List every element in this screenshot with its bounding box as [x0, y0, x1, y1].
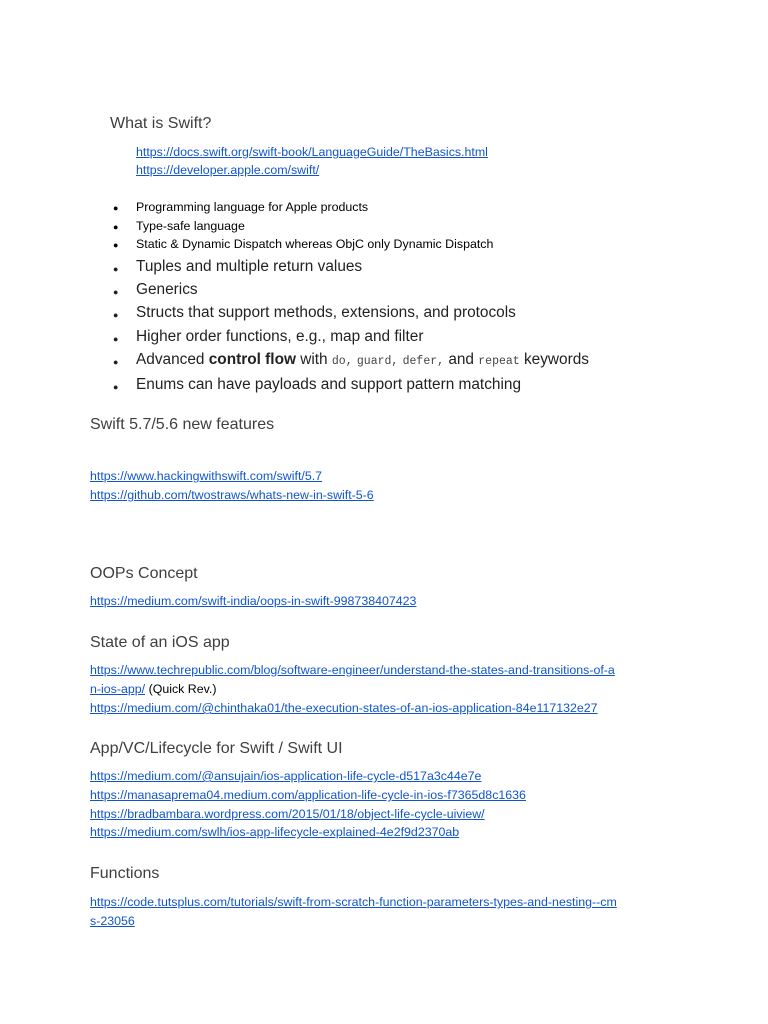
link-swift-basics[interactable]: https://docs.swift.org/swift-book/LanguageGuide/TheBasics.html: [136, 145, 488, 159]
link-ansujain-lifecycle[interactable]: https://medium.com/@ansujain/ios-application-life-cycle-d517a3c44e7e: [90, 769, 482, 783]
link-tutsplus-line2[interactable]: s-23056: [90, 914, 135, 928]
list-item: ● Static & Dynamic Dispatch whereas ObjC only Dynamic Dispatch: [113, 235, 493, 254]
link-techrepublic-line2[interactable]: n-ios-app/: [90, 682, 146, 696]
link-manasaprema-lifecycle[interactable]: https://manasaprema04.medium.com/application-life-cycle-in-ios-f7365d8c1636: [90, 788, 526, 802]
list-item: ● Type-safe language: [113, 217, 493, 236]
link-oops-in-swift[interactable]: https://medium.com/swift-india/oops-in-swift-998738407423: [90, 594, 417, 608]
code-keyword: guard,: [356, 354, 399, 368]
code-keyword: do,: [331, 354, 353, 368]
link-bradbambara-uiview[interactable]: https://bradbambara.wordpress.com/2015/01/18/object-life-cycle-uiview/: [90, 807, 485, 821]
list-item: ● Enums can have payloads and support pattern matching: [113, 373, 589, 396]
link-apple-swift[interactable]: https://developer.apple.com/swift/: [136, 163, 320, 177]
list-item: ● Structs that support methods, extensions, and protocols: [113, 301, 589, 324]
heading-state-of-ios-app: State of an iOS app: [90, 634, 230, 651]
heading-lifecycle: App/VC/Lifecycle for Swift / Swift UI: [90, 740, 343, 757]
link-techrepublic-line1[interactable]: https://www.techrepublic.com/blog/software-engineer/understand-the-states-and-transitions-of-a: [90, 663, 615, 677]
link-chinthaka-execution-states[interactable]: https://medium.com/@chinthaka01/the-execution-states-of-an-ios-application-84e117132e27: [90, 701, 598, 715]
link-tutsplus-line1[interactable]: https://code.tutsplus.com/tutorials/swift-from-scratch-function-parameters-types-and-nesting--cm: [90, 895, 617, 909]
link-github-whats-new[interactable]: https://github.com/twostraws/whats-new-in-swift-5-6: [90, 488, 374, 502]
heading-oops-concept: OOPs Concept: [90, 565, 198, 582]
bold-text: control flow: [208, 350, 296, 368]
heading-what-is-swift: What is Swift?: [110, 115, 212, 132]
heading-swift-new-features: Swift 5.7/5.6 new features: [90, 416, 275, 433]
bullet-list-large: [113, 255, 589, 396]
list-item-text: and: [448, 350, 474, 368]
list-item-text: with: [300, 350, 328, 368]
quick-rev-note: (Quick Rev.): [148, 682, 217, 696]
code-keyword: defer,: [402, 354, 445, 368]
list-item: ● Higher order functions, e.g., map and filter: [113, 325, 589, 348]
list-item: ● Tuples and multiple return values: [113, 255, 589, 278]
list-item: ● Programming language for Apple products: [113, 198, 493, 217]
list-item-control-flow: [113, 348, 589, 373]
bullet-list-small: [113, 198, 493, 254]
heading-functions: Functions: [90, 865, 160, 882]
link-techrepublic-line2-row: [90, 680, 217, 698]
list-item: ● Generics: [113, 278, 589, 301]
list-item-text: keywords: [523, 350, 589, 368]
code-keyword: repeat: [478, 354, 520, 368]
list-item-text: Advanced: [136, 350, 205, 368]
link-swlh-lifecycle[interactable]: https://medium.com/swlh/ios-app-lifecycle-explained-4e2f9d2370ab: [90, 825, 460, 839]
link-hackingwithswift[interactable]: https://www.hackingwithswift.com/swift/5.7: [90, 469, 323, 483]
